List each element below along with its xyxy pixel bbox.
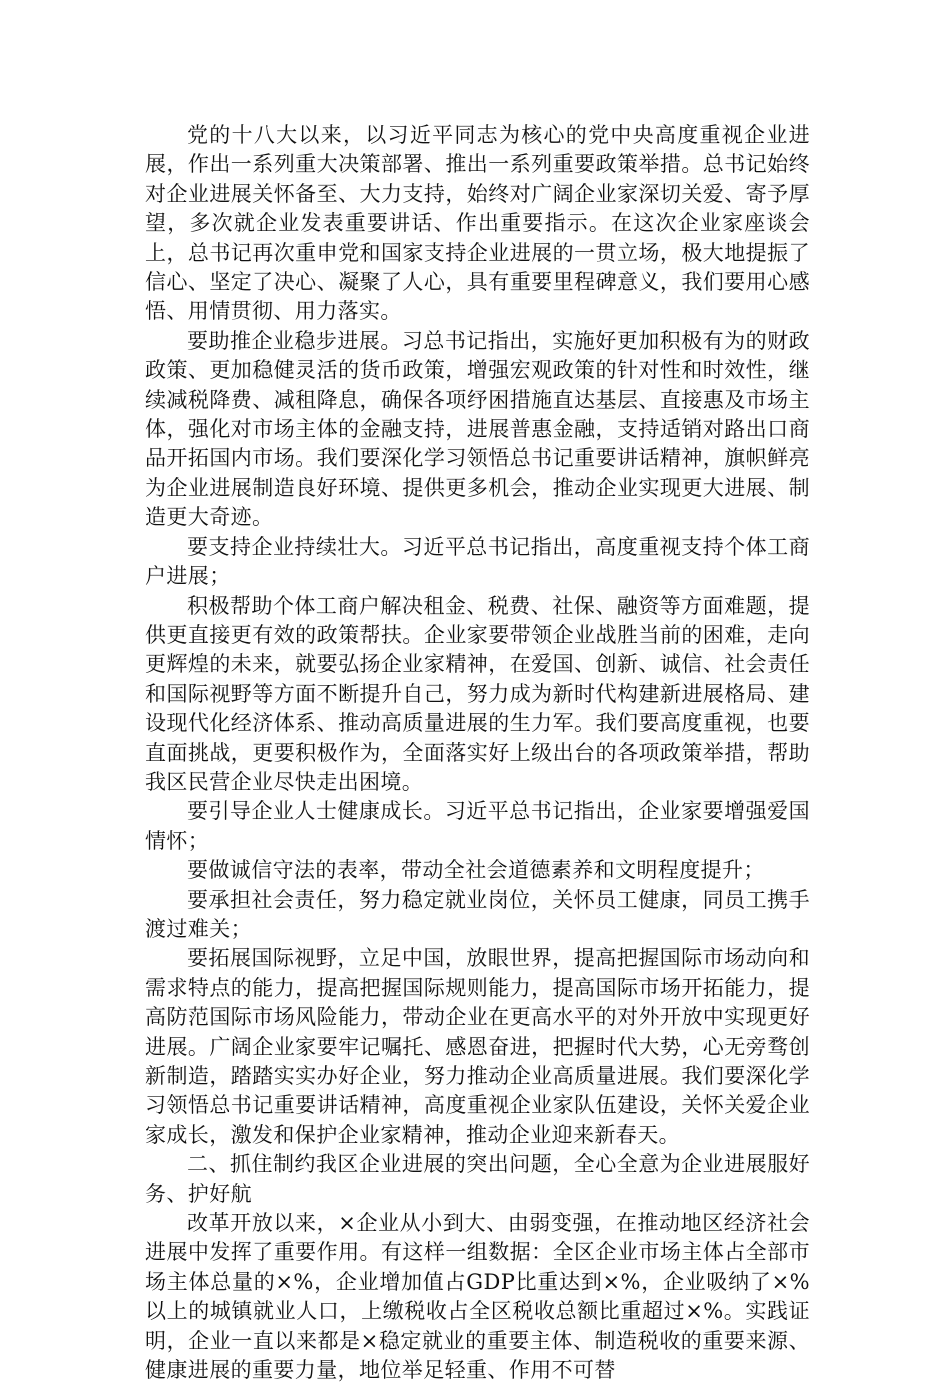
- paragraph-integrity-model: 要做诚信守法的表率，带动全社会道德素养和文明程度提升；: [187, 858, 765, 883]
- paragraph-guide-healthy-growth: 要引导企业人士健康成长。习近平总书记指出，企业家要增强爱国情怀；: [145, 799, 810, 853]
- paragraph-help-individual-businesses: 积极帮助个体工商户解决租金、税费、社保、融资等方面难题，提供更直接更有效的政策帮扶。企业家要带领企业战胜当前的困难，走向更辉煌的未来，就要弘扬企业家精神，在爱国、创新、诚信、社会责任和国际视野等方面不断提升自己，努力成为新时代构建新进展格局、建设现代化经济体系、推动高质量进展的生力军。我们要高度重视，也要直面挑战，更要积极作为，全面落实好上级出台的各项政策举措，帮助我区民营企业尽快走出困境。: [145, 593, 810, 794]
- paragraph-reform-opening: 改革开放以来，×企业从小到大、由弱变强，在推动地区经济社会进展中发挥了重要作用。有这样一组数据：全区企业市场主体占全部市场主体总量的×%，企业增加值占GDP比重达到×%，企业吸纳了×%以上的城镇就业人口，上缴税收占全区税收总额比重超过×%。实践证明，企业一直以来都是×稳定就业的重要主体、制造税收的重要来源、健康进展的重要力量，地位举足轻重、作用不可替: [145, 1211, 810, 1383]
- paragraph-intro: 党的十八大以来，以习近平同志为核心的党中央高度重视企业进展，作出一系列重大决策部署、推出一系列重要政策举措。总书记始终对企业进展关怀备至、大力支持，始终对广阔企业家深切关爱、寄予厚望，多次就企业发表重要讲话、作出重要指示。在这次企业家座谈会上，总书记再次重申党和国家支持企业进展的一贯立场，极大地提振了信心、坚定了决心、凝聚了人心，具有重要里程碑意义，我们要用心感悟、用情贯彻、用力落实。: [145, 123, 810, 324]
- paragraph-international-vision: 要拓展国际视野，立足中国，放眼世界，提高把握国际市场动向和需求特点的能力，提高把握国际规则能力，提高国际市场开拓能力，提高防范国际市场风险能力，带动企业在更高水平的对外开放中实现更好进展。广阔企业家要牢记嘱托、感恩奋进，把握时代大势，心无旁骛创新制造，踏踏实实办好企业，努力推动企业高质量进展。我们要深化学习领悟总书记重要讲话精神，高度重视企业家队伍建设，关怀关爱企业家成长，激发和保护企业家精神，推动企业迎来新春天。: [145, 946, 810, 1147]
- document-body: [145, 121, 810, 1385]
- paragraph-promote-steady-development: 要助推企业稳步进展。习总书记指出，实施好更加积极有为的财政政策、更加稳健灵活的货币政策，增强宏观政策的针对性和时效性，继续减税降费、减租降息，确保各项纾困措施直达基层、直接惠及市场主体，强化对市场主体的金融支持，进展普惠金融，支持适销对路出口商品开拓国内市场。我们要深化学习领悟总书记重要讲话精神，旗帜鲜亮为企业进展制造良好环境、提供更多机会，推动企业实现更大进展、制造更大奇迹。: [145, 328, 810, 530]
- section-heading-two: 二、抓住制约我区企业进展的突出问题，全心全意为企业进展服好务、护好航: [145, 1152, 810, 1206]
- paragraph-support-growth: 要支持企业持续壮大。习近平总书记指出，高度重视支持个体工商户进展；: [145, 534, 810, 589]
- paragraph-social-responsibility: 要承担社会责任，努力稳定就业岗位，关怀员工健康，同员工携手渡过难关；: [145, 887, 810, 941]
